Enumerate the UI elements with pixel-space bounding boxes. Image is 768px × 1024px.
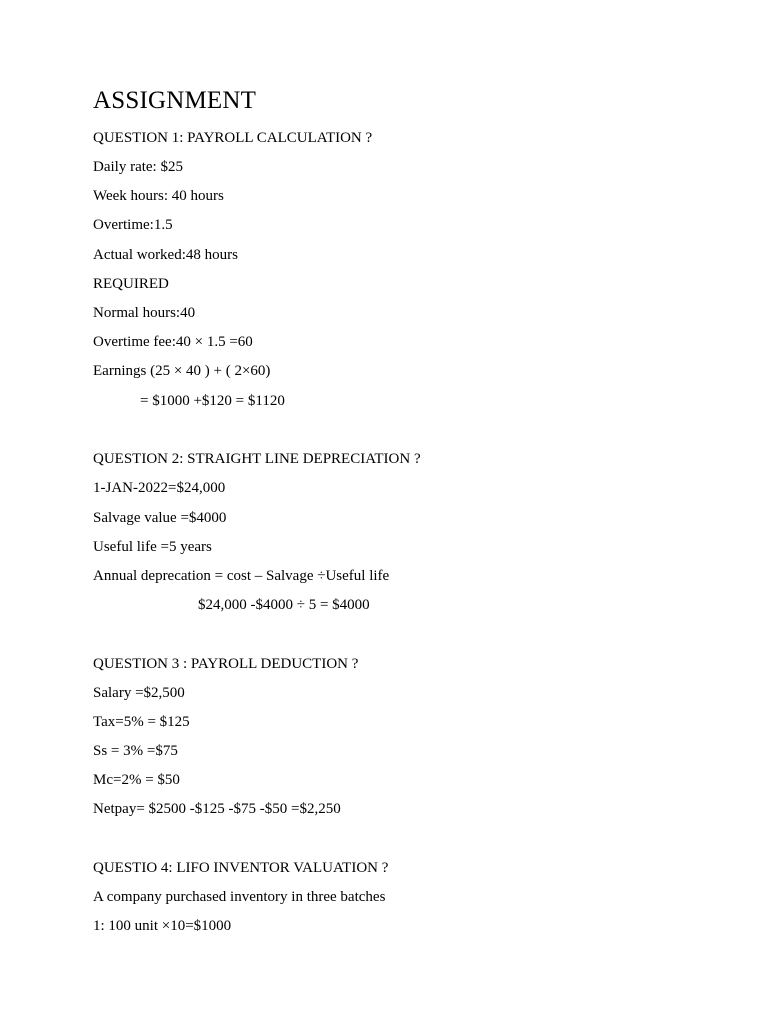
q1-earnings-result: = $1000 +$120 = $1120 — [140, 393, 285, 409]
q2-useful-life: Useful life =5 years — [93, 539, 212, 555]
q1-overtime: Overtime:1.5 — [93, 217, 173, 233]
q1-overtime-fee: Overtime fee:40 × 1.5 =60 — [93, 334, 253, 350]
q3-heading: QUESTION 3 : PAYROLL DEDUCTION ? — [93, 656, 359, 672]
q4-batch1: 1: 100 unit ×10=$1000 — [93, 918, 232, 934]
q1-heading: QUESTION 1: PAYROLL CALCULATION ? — [93, 130, 373, 146]
q1-required: REQUIRED — [93, 276, 169, 292]
q1-week-hours: Week hours: 40 hours — [93, 188, 224, 204]
q3-ss: Ss = 3% =$75 — [93, 743, 178, 759]
q4-heading: QUESTIO 4: LIFO INVENTOR VALUATION ? — [93, 860, 389, 876]
q3-mc: Mc=2% = $50 — [93, 772, 180, 788]
q2-salvage: Salvage value =$4000 — [93, 510, 227, 526]
q2-cost: 1-JAN-2022=$24,000 — [93, 480, 226, 496]
q3-netpay: Netpay= $2500 -$125 -$75 -$50 =$2,250 — [93, 801, 341, 817]
q2-formula: Annual deprecation = cost – Salvage ÷Useful life — [93, 568, 390, 584]
q3-salary: Salary =$2,500 — [93, 685, 185, 701]
document-title: ASSIGNMENT — [93, 87, 257, 114]
q1-daily-rate: Daily rate: $25 — [93, 159, 183, 175]
q2-result: $24,000 -$4000 ÷ 5 = $4000 — [198, 597, 370, 613]
q1-normal-hours: Normal hours:40 — [93, 305, 196, 321]
q1-earnings: Earnings (25 × 40 ) + ( 2×60) — [93, 363, 271, 379]
q1-actual-worked: Actual worked:48 hours — [93, 247, 238, 263]
q3-tax: Tax=5% = $125 — [93, 714, 190, 730]
q2-heading: QUESTION 2: STRAIGHT LINE DEPRECIATION ? — [93, 451, 421, 467]
q4-intro: A company purchased inventory in three batches — [93, 889, 386, 905]
